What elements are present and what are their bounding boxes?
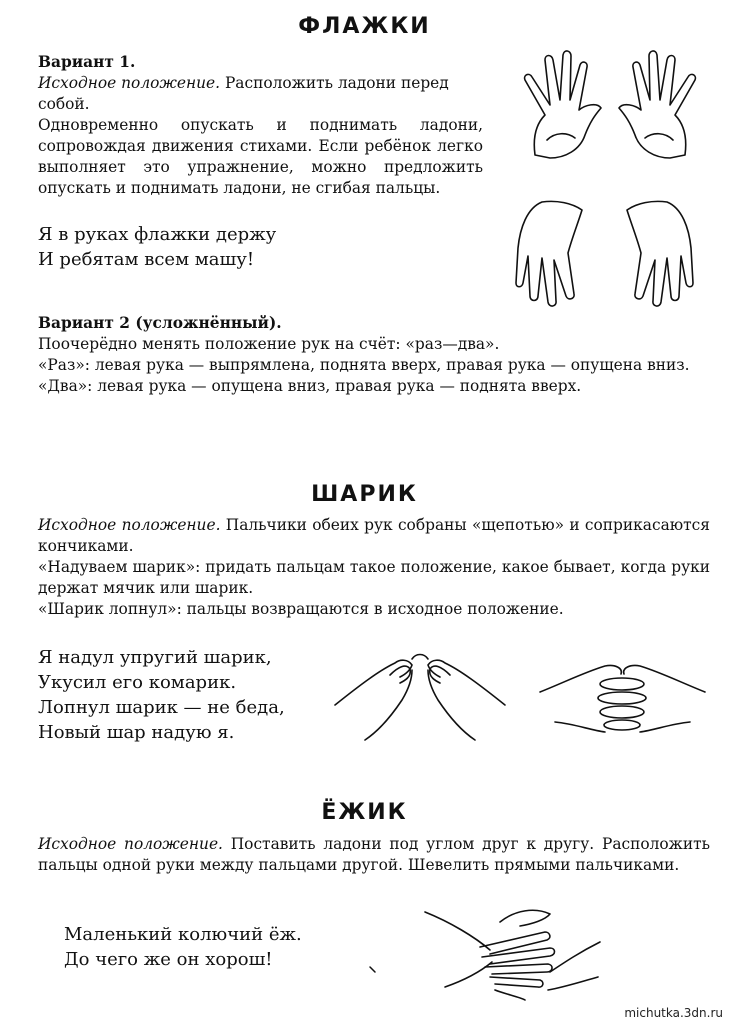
sharik-inflate-line: «Надуваем шарик»: придать пальцам такое положение, какое бывает, когда руки держат мячик или шарик. <box>38 558 710 597</box>
ezhik-text <box>38 834 710 876</box>
start-position-text: Поставить ладони под углом друг к другу. Расположить пальцы одной руки между пальцами другой. Шевелить прямыми пальчиками. <box>38 835 710 874</box>
start-position-label: Исходное положение. <box>38 516 221 534</box>
start-position-text: Пальчики обеих рук собраны «щепотью» и соприкасаются кончиками. <box>38 516 711 555</box>
ezhik-start-position <box>38 834 710 876</box>
poem-line: Я в руках флажки держу <box>38 224 277 245</box>
poem-line: Лопнул шарик — не беда, <box>38 697 285 718</box>
palms-up-illustration <box>505 50 715 160</box>
section-title-sharik: ШАРИК <box>311 482 418 507</box>
sharik-text <box>38 515 710 620</box>
start-position-text: Расположить ладони перед <box>220 74 449 92</box>
fingertips-touching-illustration <box>330 645 510 745</box>
flazhki-start-position <box>38 73 483 94</box>
poem-line: Новый шар надую я. <box>38 722 235 743</box>
variant2-label: Вариант 2 (усложнённый). <box>38 314 282 332</box>
section-title-flazhki: ФЛАЖКИ <box>298 14 431 39</box>
flazhki-start-position-end: собой. <box>38 95 90 113</box>
poem-line: Я надул упругий шарик, <box>38 647 272 668</box>
variant2-line: Поочерёдно менять положение рук на счёт: «раз—два». <box>38 335 500 353</box>
poem-line: До чего же он хорош! <box>64 949 273 970</box>
flazhki-variant1-text <box>38 52 483 199</box>
poem-line: Маленький колючий ёж. <box>64 924 302 945</box>
poem-line: Укусил его комарик. <box>38 672 237 693</box>
ezhik-poem <box>64 922 384 972</box>
flazhki-instructions: Одновременно опускать и поднимать ладони, сопровождая движения стихами. Если ребёнок легко выполняет это упражнение, можно предложить опускать и поднимать ладони, не сгибая пальцы. <box>38 116 483 197</box>
start-position-label: Исходное положение. <box>38 74 221 92</box>
sharik-poem <box>38 645 338 745</box>
variant2-line: «Раз»: левая рука — выпрямлена, поднята вверх, правая рука — опущена вниз. <box>38 356 690 374</box>
flazhki-poem <box>38 222 398 272</box>
start-position-label: Исходное положение. <box>38 835 223 853</box>
poem-line: И ребятам всем машу! <box>38 249 255 270</box>
sharik-start-position <box>38 515 710 557</box>
ball-hands-illustration <box>535 652 710 740</box>
interlaced-fingers-illustration <box>420 902 605 1002</box>
watermark: michutka.3dn.ru <box>624 1006 723 1020</box>
flazhki-variant2-text <box>38 313 710 397</box>
palms-down-illustration <box>512 198 697 310</box>
variant2-line: «Два»: левая рука — опущена вниз, правая рука — поднята вверх. <box>38 377 582 395</box>
tick-mark <box>368 960 378 979</box>
sharik-pop-line: «Шарик лопнул»: пальцы возвращаются в исходное положение. <box>38 600 564 618</box>
variant1-label: Вариант 1. <box>38 53 136 71</box>
section-title-ezhik: ЁЖИК <box>321 800 408 825</box>
